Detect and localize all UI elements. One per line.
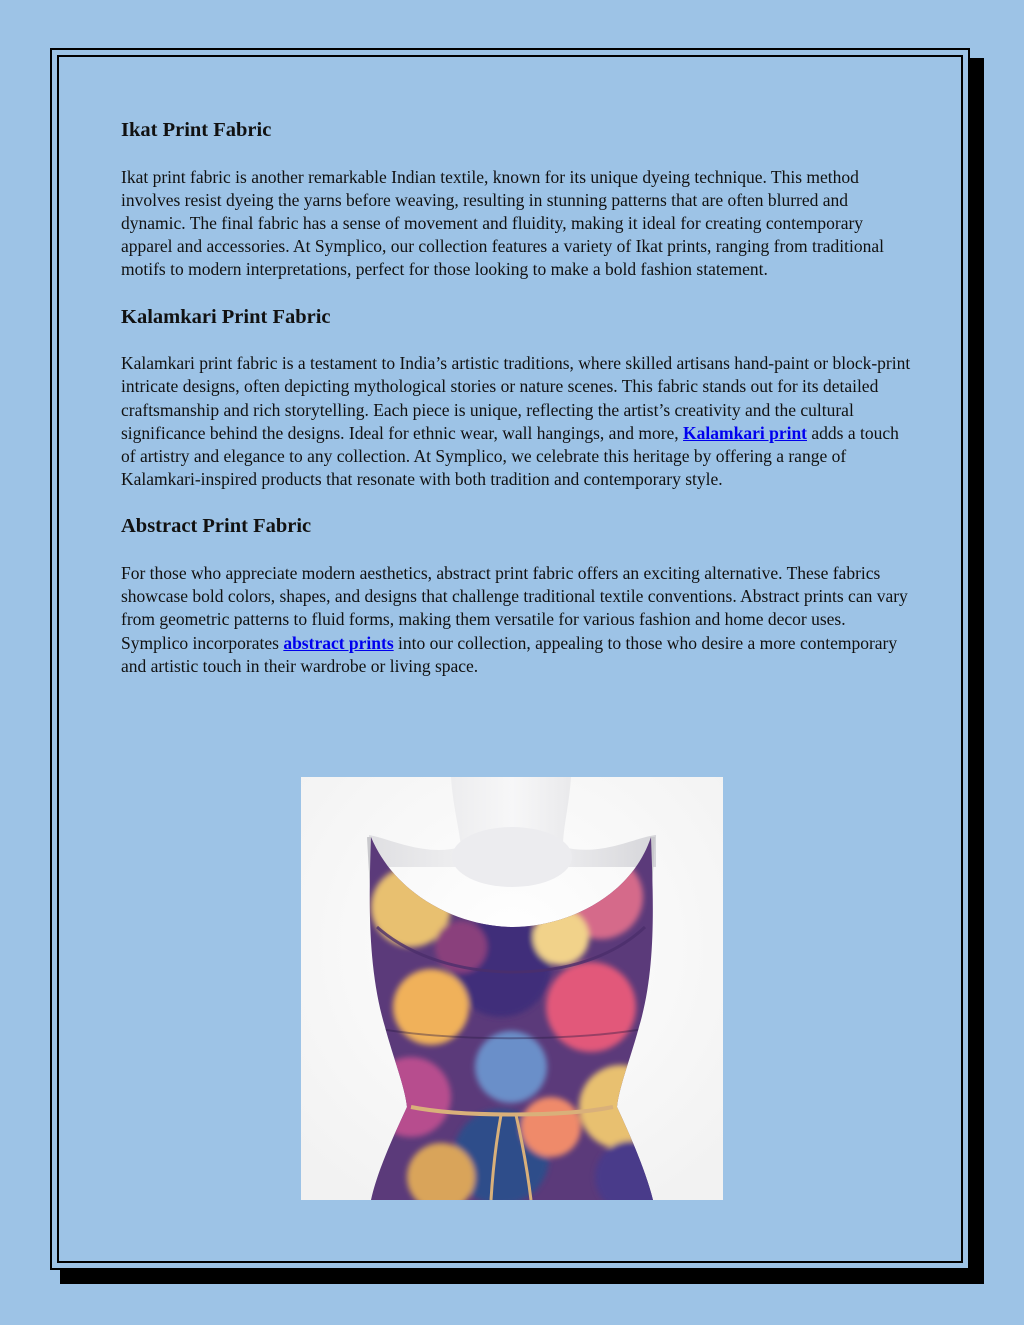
kalamkari-print-link[interactable]: Kalamkari print	[683, 422, 808, 443]
section-heading-kalamkari: Kalamkari Print Fabric	[121, 305, 331, 328]
abstract-text-before: For those who appreciate modern aesthetics, abstract print fabric offers an exciting alternative. These fabrics showcase bold colors, shapes, and designs that challenge traditional textile conventions. Abstract prints can vary from geometric patterns to fluid forms, making them versatile for various fashion and home decor uses. Symplico incorporates	[121, 563, 908, 653]
article-content	[121, 118, 911, 701]
dress-product-image	[301, 777, 723, 1200]
kalamkari-text-after: adds a touch of artistry and elegance to any collection. At Symplico, we celebrate this heritage by offering a range of Kalamkari-inspired products that resonate with both tradition and contemporary style.	[121, 422, 899, 490]
abstract-text-after: into our collection, appealing to those who desire a more contemporary and artistic touch in their wardrobe or living space.	[121, 632, 898, 676]
section-paragraph-kalamkari	[121, 352, 911, 491]
section-paragraph-ikat: Ikat print fabric is another remarkable Indian textile, known for its unique dyeing technique. This method involves resist dyeing the yarns before weaving, resulting in stunning patterns that are often blurred and dynamic. The final fabric has a sense of movement and fluidity, making it ideal for creating contemporary apparel and accessories. At Symplico, our collection features a variety of Ikat prints, ranging from traditional motifs to modern interpretations, perfect for those looking to make a bold fashion statement.	[121, 166, 884, 280]
section-heading-abstract: Abstract Print Fabric	[121, 515, 312, 538]
abstract-print-dress-illustration	[301, 777, 723, 1200]
abstract-prints-link[interactable]: abstract prints	[283, 632, 394, 653]
section-heading-ikat: Ikat Print Fabric	[121, 119, 272, 141]
section-paragraph-abstract	[121, 562, 911, 678]
kalamkari-text-before: Kalamkari print fabric is a testament to India’s artistic traditions, where skilled artisans hand-paint or block-print intricate designs, often depicting mythological stories or nature scenes. This fabric stands out for its detailed craftsmanship and rich storytelling. Each piece is unique, reflecting the artist’s creativity and the cultural significance behind the designs. Ideal for ethnic wear, wall hangings, and more,	[121, 353, 911, 443]
